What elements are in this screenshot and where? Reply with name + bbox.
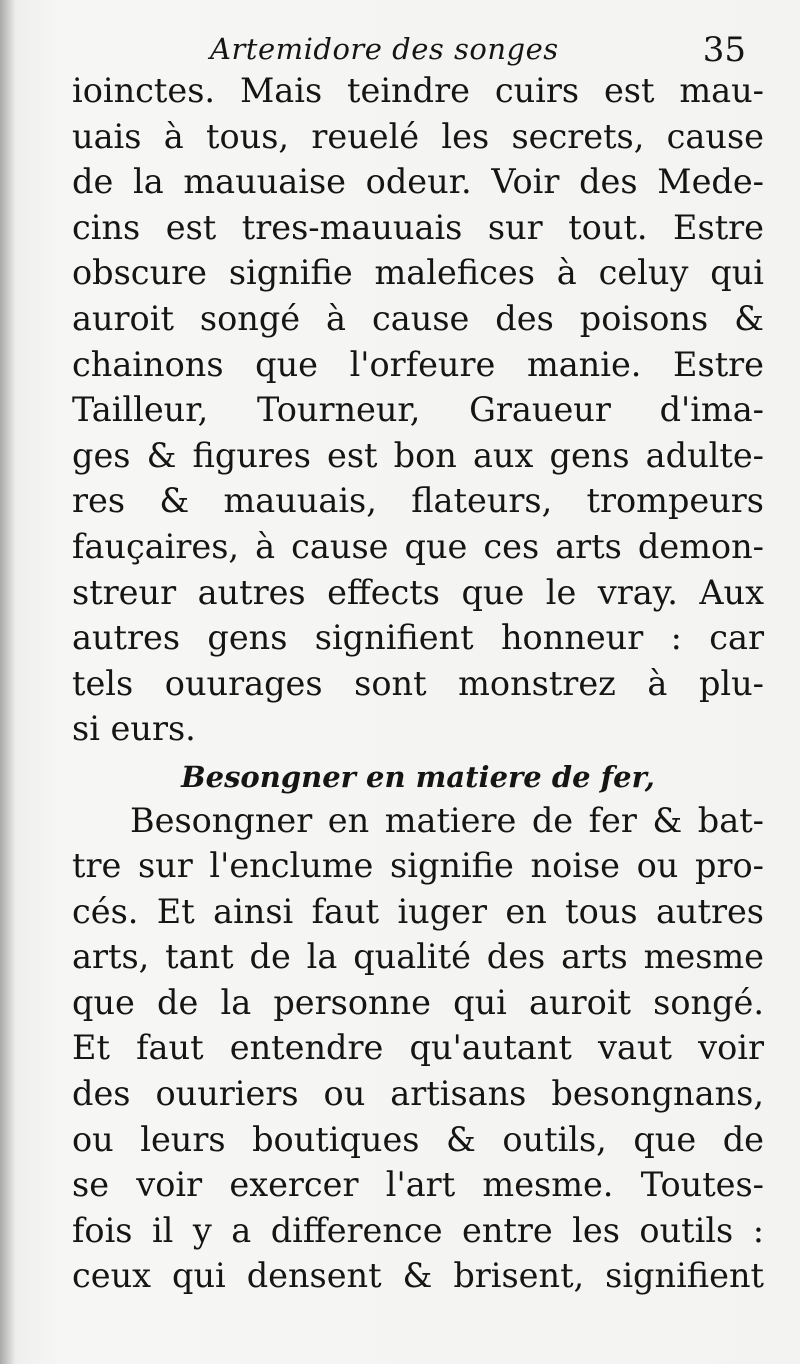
text-line: fois il y a difference entre les outils : [72, 1210, 764, 1250]
page-body [72, 68, 764, 1299]
text-line: que de la personne qui auroit songé. [72, 982, 764, 1022]
text-line: cins est tres-mauuais sur tout. Estre [72, 207, 764, 247]
text-line: des ouuriers ou artisans besongnans, [72, 1074, 764, 1114]
text-line: Et faut entendre qu'autant vaut voir [72, 1028, 764, 1068]
running-title: Artemidore des songes [210, 32, 559, 66]
text-line: ceux qui densent & brisent, signifient [72, 1256, 764, 1296]
text-line: chainons que l'orfeure manie. Estre [72, 344, 764, 384]
text-line: se voir exercer l'art mesme. Toutes- [72, 1165, 764, 1205]
text-line: uais à tous, reuelé les secrets, cause [72, 116, 764, 156]
text-line: tels ouurages sont monstrez à plu- [72, 663, 764, 703]
text-line: Besongner en matiere de fer & bat- [130, 800, 764, 840]
text-line: Tailleur, Tourneur, Graueur d'ima- [72, 390, 764, 430]
text-line: obscure signifie malefices à celuy qui [72, 253, 764, 293]
text-line: res & mauuais, flateurs, trompeurs [72, 481, 764, 521]
text-line: fauçaires, à cause que ces arts demon- [72, 526, 764, 566]
binding-gutter-shadow [0, 0, 14, 1364]
text-line: ioinctes. Mais teindre cuirs est mau- [72, 71, 764, 110]
text-line: ou leurs boutiques & outils, que de [72, 1119, 764, 1159]
text-line: ges & figures est bon aux gens adulte- [72, 435, 764, 475]
text-line: auroit songé à cause des poisons & [72, 298, 764, 338]
text-line: cés. Et ainsi faut iuger en tous autres [72, 891, 764, 931]
text-line: autres gens signifient honneur : car [72, 618, 764, 658]
text-line: de la mauuaise odeur. Voir des Mede- [72, 162, 764, 202]
text-line: si eurs. [72, 709, 196, 749]
text-line: arts, tant de la qualité des arts mesme [72, 937, 764, 977]
section-heading: Besongner en matiere de fer, [181, 759, 655, 794]
text-line: streur autres effects que le vray. Aux [72, 572, 764, 612]
page-number: 35 [702, 30, 746, 70]
text-line: tre sur l'enclume signifie noise ou pro- [72, 846, 764, 886]
